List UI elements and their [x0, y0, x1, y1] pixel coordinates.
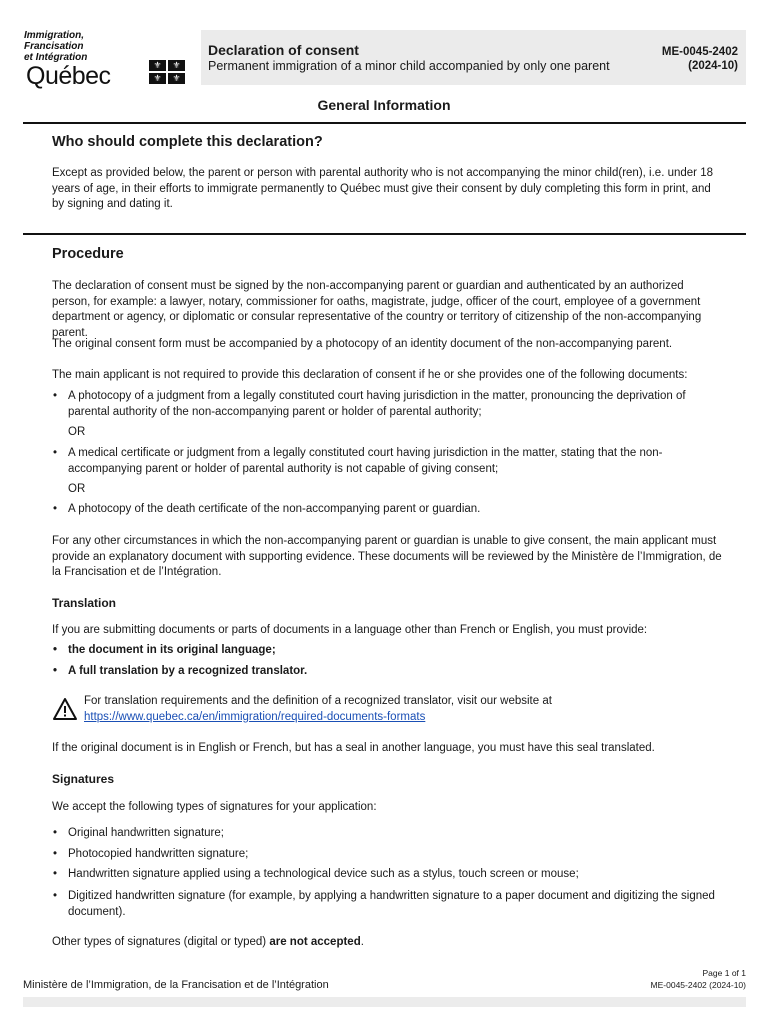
- required-documents-link[interactable]: https://www.quebec.ca/en/immigration/required-documents-formats: [84, 710, 426, 723]
- who-heading: Who should complete this declaration?: [52, 134, 323, 150]
- form-code: [662, 45, 738, 73]
- footer-form-code: ME-0045-2402 (2024-10): [650, 980, 746, 990]
- list-item: • Photocopied handwritten signature;: [52, 847, 722, 863]
- footer-bar: [23, 997, 746, 1007]
- list-item: • Original handwritten signature;: [52, 826, 722, 842]
- section-divider: [23, 233, 746, 235]
- translation-note: [84, 694, 704, 725]
- list-item: • A full translation by a recognized translator.: [52, 664, 722, 680]
- signatures-other-bold: are not accepted: [269, 936, 361, 948]
- list-item: • A photocopy of a judgment from a legally constituted court having jurisdiction in the matter, pronouncing the deprivation of parental authority of the non-accompanying parent or holder of parental authority;: [52, 389, 722, 420]
- list-item: • Handwritten signature applied using a technological device such as a stylus, touch screen or mouse;: [52, 867, 722, 883]
- signatures-intro: We accept the following types of signatures for your application:: [52, 801, 377, 813]
- form-code-number: ME-0045-2402: [661, 46, 738, 58]
- general-information-heading: General Information: [317, 97, 451, 113]
- signatures-other-suffix: .: [360, 936, 364, 948]
- signatures-other-prefix: Other types of signatures (digital or typed): [52, 936, 270, 948]
- logo-line-3: et Intégration: [24, 52, 88, 63]
- list-item: • the document in its original language;: [52, 643, 722, 659]
- form-subtitle: Permanent immigration of a minor child accompanied by only one parent: [208, 59, 610, 73]
- section-divider: [23, 122, 746, 124]
- list-item: • A medical certificate or judgment from a legally constituted court having jurisdiction in the matter, stating that the non-accompanying parent or holder of parental authority is not capable of giving consent;: [52, 446, 722, 477]
- fleurdelise-flag-icon: ⚜ ⚜ ⚜ ⚜: [149, 60, 185, 84]
- procedure-heading: Procedure: [52, 246, 124, 262]
- or-separator: OR: [68, 483, 86, 495]
- translation-intro: If you are submitting documents or parts of documents in a language other than French or English, you must provide:: [52, 624, 648, 636]
- list-item: • Digitized handwritten signature (for example, by applying a handwritten signature to a paper document and digitizing the signed document).: [52, 889, 722, 920]
- logo-line-2: Francisation: [24, 41, 84, 52]
- signatures-other: [52, 935, 722, 951]
- seal-note: If the original document is in English or French, but has a seal in another language, you must have this seal translated.: [52, 742, 655, 754]
- warning-icon: [52, 697, 78, 721]
- or-separator: OR: [68, 426, 86, 438]
- procedure-paragraph-2: The original consent form must be accompanied by a photocopy of an identity document of the non-accompanying parent.: [52, 338, 673, 350]
- page-number: Page 1 of 1: [702, 968, 746, 978]
- translation-heading: Translation: [52, 596, 117, 610]
- form-code-version: (2024-10): [688, 60, 738, 72]
- footer-page-info: [651, 967, 746, 991]
- procedure-paragraph-3: The main applicant is not required to provide this declaration of consent if he or she provides one of the following documents:: [52, 369, 688, 381]
- translation-note-text: For translation requirements and the definition of a recognized translator, visit our website at: [84, 695, 552, 707]
- form-title: Declaration of consent: [208, 42, 359, 58]
- who-text: Except as provided below, the parent or person with parental authority who is not accompanying the minor child(ren), i.e. under 18 years of age, in their efforts to immigrate permanently to Québec must give their consent by duly completing this form in print, and by signing and dating it.: [52, 167, 713, 210]
- logo-line-1: Immigration,: [24, 30, 85, 41]
- procedure-paragraph-4: For any other circumstances in which the non-accompanying parent or guardian is unable to give consent, the main applicant must provide an explanatory document with supporting evidence. These documents will be reviewed by the Ministère de l’Immigration, de la Francisation et de l’Intégration.: [52, 535, 722, 578]
- quebec-logo: [24, 30, 194, 90]
- list-item: • A photocopy of the death certificate of the non-accompanying parent or guardian.: [52, 502, 722, 518]
- signatures-heading: Signatures: [52, 772, 115, 786]
- procedure-paragraph-1: The declaration of consent must be signed by the non-accompanying parent or guardian and authenticated by an authorized person, for example: a lawyer, notary, commissioner for oaths, magistrate, judge, officer of the court, employee of a government department or agency, or diplomatic or consular representative of the country or territory of citizenship of the non-accompanying parent.: [52, 280, 702, 339]
- logo-wordmark: Québec: [26, 62, 111, 90]
- footer-ministry: Ministère de l’Immigration, de la Francisation et de l’Intégration: [23, 979, 329, 991]
